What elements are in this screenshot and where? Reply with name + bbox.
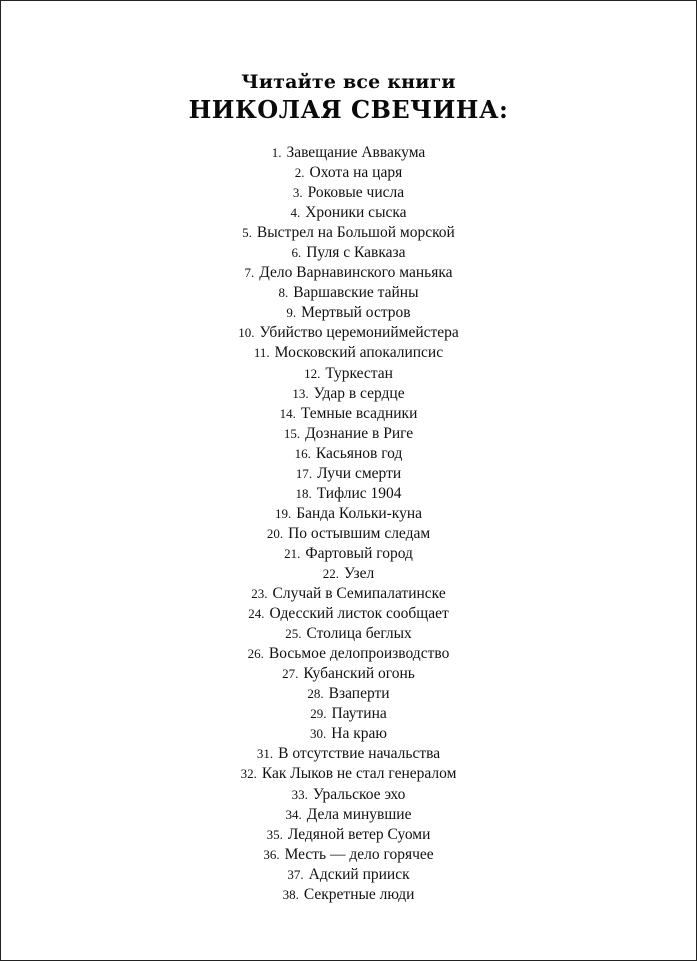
book-list-item <box>1 343 696 363</box>
book-list-item <box>1 364 696 384</box>
book-number: 17. <box>295 465 313 481</box>
book-list-item <box>1 243 696 263</box>
book-list-item <box>1 584 696 604</box>
book-list-item <box>1 163 696 183</box>
book-list-item <box>1 564 696 584</box>
book-title: Адский прииск <box>308 865 410 883</box>
book-title: Случай в Семипалатинске <box>272 585 446 603</box>
book-list-item <box>1 464 696 484</box>
book-list-item <box>1 704 696 724</box>
book-list-item <box>1 424 696 444</box>
book-title: Восьмое делопроизводство <box>268 645 450 663</box>
book-title: Убийство церемониймейстера <box>259 324 459 342</box>
book-title: Удар в сердце <box>313 384 405 402</box>
book-title: Лучи смерти <box>317 464 402 482</box>
book-number: 22. <box>322 565 339 581</box>
book-list-item <box>1 323 696 343</box>
book-list-item <box>1 404 696 424</box>
book-title: Банда Кольки-куна <box>296 504 423 522</box>
book-number: 21. <box>284 545 301 561</box>
book-list-item <box>1 444 696 464</box>
book-number: 14. <box>279 405 296 421</box>
book-number: 5. <box>242 225 252 241</box>
book-number: 35. <box>266 826 283 842</box>
book-number: 18. <box>295 485 312 501</box>
book-number: 1. <box>271 145 282 160</box>
book-number: 19. <box>274 505 292 521</box>
book-title: Дознание в Риге <box>305 424 414 442</box>
book-list-item <box>1 384 696 404</box>
book-number: 2. <box>294 165 305 181</box>
heading-author-name: НИКОЛАЯ СВЕЧИНА: <box>188 95 509 124</box>
book-number: 4. <box>290 205 301 221</box>
book-list-item <box>1 664 696 684</box>
book-list-item <box>1 504 696 524</box>
book-list-item <box>1 684 696 704</box>
book-list-item <box>1 524 696 544</box>
book-title: Дело Варнавинского маньяка <box>259 264 453 282</box>
book-title: Дела минувшие <box>306 805 412 823</box>
book-number: 16. <box>294 445 311 461</box>
book-list-item <box>1 764 696 784</box>
book-number: 36. <box>263 846 280 862</box>
book-number: 27. <box>282 666 299 682</box>
book-number: 9. <box>286 305 297 321</box>
book-list-item <box>1 484 696 504</box>
book-title: Выстрел на Большой морской <box>256 224 455 242</box>
book-title: Московский апокалипсис <box>274 344 444 362</box>
book-title: Месть — дело горячее <box>284 845 434 863</box>
book-title: Взаперти <box>328 685 390 703</box>
book-number: 33. <box>291 786 308 802</box>
book-number: 12. <box>304 365 321 381</box>
book-title: Столица беглых <box>306 625 412 643</box>
book-title: Туркестан <box>325 364 393 382</box>
book-title: Роковые числа <box>307 184 405 202</box>
book-title: Варшавские тайны <box>293 284 419 302</box>
book-title: Узел <box>343 564 375 582</box>
book-list-item <box>1 724 696 744</box>
book-title: Мертвый остров <box>301 304 411 322</box>
book-number: 10. <box>238 325 255 341</box>
book-list-item <box>1 203 696 223</box>
book-list-item <box>1 283 696 303</box>
book-number: 28. <box>307 686 324 702</box>
book-number: 11. <box>253 345 270 361</box>
book-number: 25. <box>285 626 302 642</box>
book-number: 24. <box>248 606 265 622</box>
book-list-item <box>1 865 696 885</box>
book-title: Темные всадники <box>300 404 418 422</box>
book-list-item <box>1 223 696 243</box>
book-list-item <box>1 744 696 764</box>
book-title: Пуля с Кавказа <box>306 244 406 262</box>
book-number: 26. <box>247 646 264 662</box>
book-number: 23. <box>251 586 268 602</box>
book-number: 8. <box>278 285 289 301</box>
book-list-item <box>1 143 696 163</box>
book-list-item <box>1 785 696 805</box>
book-number: 32. <box>240 766 257 782</box>
heading-read-all-books: Читайте все книги <box>241 71 456 93</box>
book-list-item <box>1 885 696 905</box>
book-list-item <box>1 604 696 624</box>
book-title: Ледяной ветер Суоми <box>287 825 431 843</box>
book-title: Завещание Аввакума <box>286 144 426 161</box>
book-title: Хроники сыска <box>305 204 407 222</box>
book-title: Секретные люди <box>303 885 415 903</box>
book-title: Как Лыков не стал генералом <box>261 765 457 783</box>
book-number: 31. <box>256 746 274 762</box>
book-list-item <box>1 624 696 644</box>
book-number: 15. <box>283 425 301 441</box>
book-list-item <box>1 825 696 845</box>
book-title: В отсутствие начальства <box>278 745 441 763</box>
book-number: 29. <box>310 706 327 722</box>
book-list-item <box>1 805 696 825</box>
book-number: 20. <box>266 525 284 541</box>
book-title: Касьянов год <box>315 444 403 462</box>
book-number: 3. <box>292 185 303 201</box>
book-list-item <box>1 845 696 865</box>
book-title: Уральское эхо <box>312 785 406 803</box>
book-number: 13. <box>292 385 309 401</box>
book-number: 38. <box>282 886 299 902</box>
book-list <box>1 143 696 905</box>
book-title: Одесский листок сообщает <box>269 605 449 623</box>
book-title: Тифлис 1904 <box>316 484 402 502</box>
book-title: На краю <box>331 725 387 743</box>
book-list-item <box>1 303 696 323</box>
book-list-item <box>1 544 696 564</box>
book-title: Паутина <box>331 705 387 723</box>
book-title: Охота на царя <box>309 164 403 182</box>
book-number: 30. <box>310 726 327 742</box>
book-number: 34. <box>285 806 302 822</box>
book-number: 7. <box>244 265 255 281</box>
book-list-item <box>1 263 696 283</box>
book-title: По остывшим следам <box>288 524 431 542</box>
book-number: 37. <box>287 866 304 882</box>
book-list-item <box>1 644 696 664</box>
book-title: Кубанский огонь <box>303 665 415 683</box>
book-list-item <box>1 183 696 203</box>
book-title: Фартовый город <box>305 544 413 562</box>
book-number: 6. <box>291 245 302 261</box>
